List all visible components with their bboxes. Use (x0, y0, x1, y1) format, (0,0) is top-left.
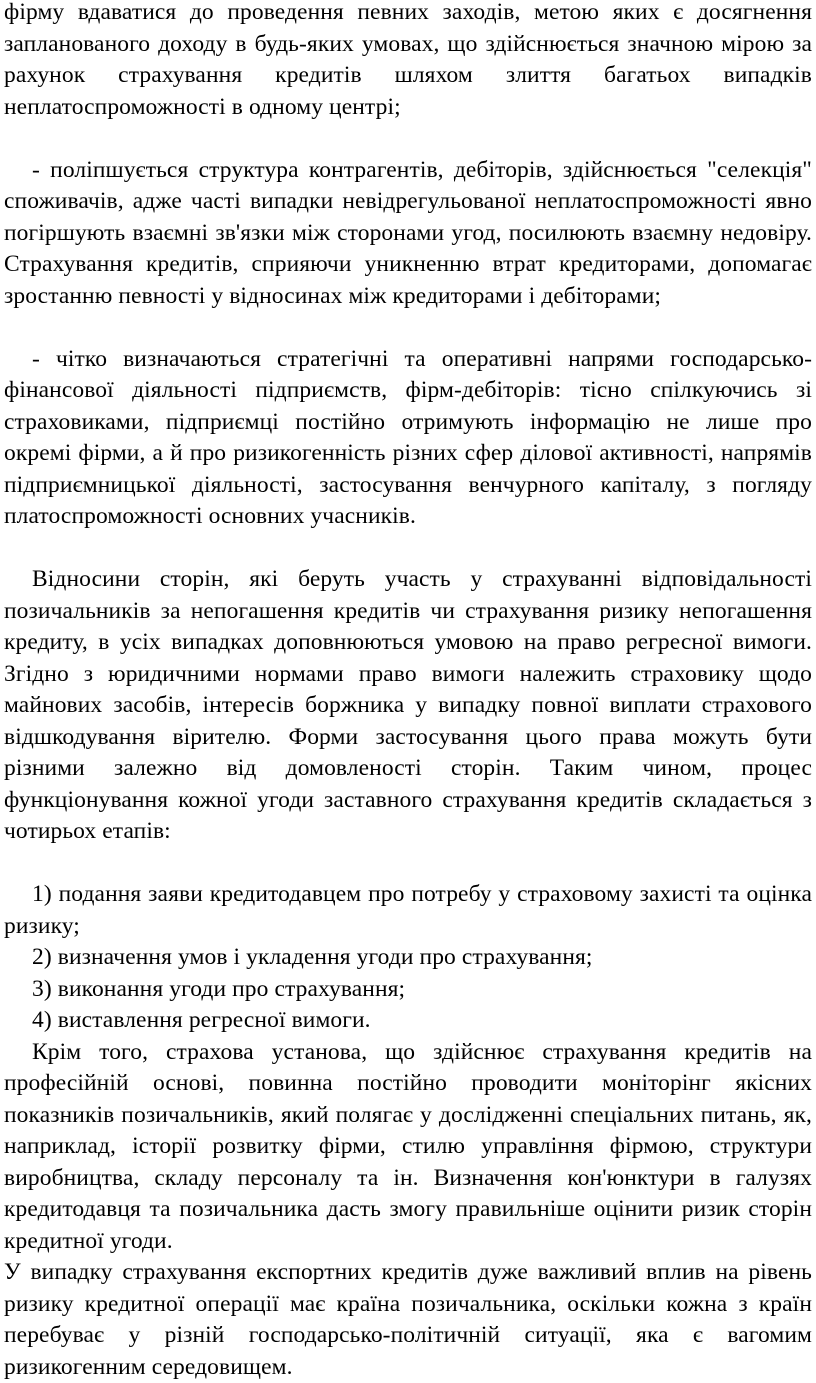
paragraph-continuation: фірму вдаватися до проведення певних заходів, метою яких є досягнення запланованого доходу в будь-яких умовах, що здійснюється значною мірою за рахунок страхування кредитів шляхом злиття багатьох випадків неплатоспроможності в одному центрі; (4, 0, 812, 120)
paragraph-bullet-structure: - поліпшується структура контрагентів, дебіторів, здійснюється "селекція" споживачів, адже часті випадки невідрегульованої неплатоспроможності явно погіршують взаємні зв'язки між сторонами угод, посилюють взаємну недовіру. Страхування кредитів, сприяючи уникненню втрат кредиторами, допомагає зростанню певності у відносинах між кредиторами і дебіторами; (4, 156, 812, 309)
list-item-stage-2: 2) визначення умов і укладення угоди про страхування; (32, 944, 593, 970)
paragraph-gap (4, 123, 812, 155)
paragraph-gap (4, 533, 812, 565)
paragraph-bullet-strategy: - чітко визначаються стратегічні та оперативні напрями господарсько-фінансової діяльності підприємств, фірм-дебіторів: тісно спілкуючись зі страховиками, підприємці постійно отримують інформацію не лише про окремі фірми, а й про ризикогенність різних сфер ділової активності, напрямів підприємницької діяльності, застосування венчурного капіталу, з погляду платоспроможності основних учасників. (4, 345, 812, 529)
paragraph-monitoring: Крім того, страхова установа, що здійснює страхування кредитів на професійній основі, повинна постійно проводити моніторінг якісних показників позичальників, який полягає у дослідженні спеціальних питань, як, наприклад, історії розвитку фірми, стилю управління фірмою, структури виробництва, складу персоналу та ін. Визначення кон'юнктури в галузях кредитодавця та позичальника дасть змогу правильніше оцінити ризик сторін кредитної угоди. (4, 1038, 812, 1254)
list-item-stage-4: 4) виставлення регресної вимоги. (32, 1007, 371, 1033)
paragraph-export-credits: У випадку страхування експортних кредитів дуже важливий вплив на рівень ризику кредитної операції має країна позичальника, оскільки кожна з країн перебуває у різній господарсько-політичній ситуації, яка є вагомим ризикогенним середовищем. (4, 1259, 812, 1380)
list-item-stage-1: 1) подання заяви кредитодавцем про потребу у страховому захисті та оцінка ризику; (4, 881, 812, 939)
paragraph-gap (4, 848, 812, 880)
paragraph-gap (4, 312, 812, 344)
paragraph-relations: Відносини сторін, які беруть участь у страхуванні відповідальності позичальників за непогашення кредитів чи страхування ризику непогашення кредиту, в усіх випадках доповнюються умовою на право регресної вимоги. Згідно з юридичними нормами право вимоги належить страховику щодо майнових засобів, інтересів боржника у випадку повної виплати страхового відшкодування вірителю. Форми застосування цього права можуть бути різними залежно від домовленості сторін. Таким чином, процес функціонування кожної угоди заставного страхування кредитів складається з чотирьох етапів: (4, 566, 812, 844)
list-item-stage-3: 3) виконання угоди про страхування; (32, 975, 406, 1002)
